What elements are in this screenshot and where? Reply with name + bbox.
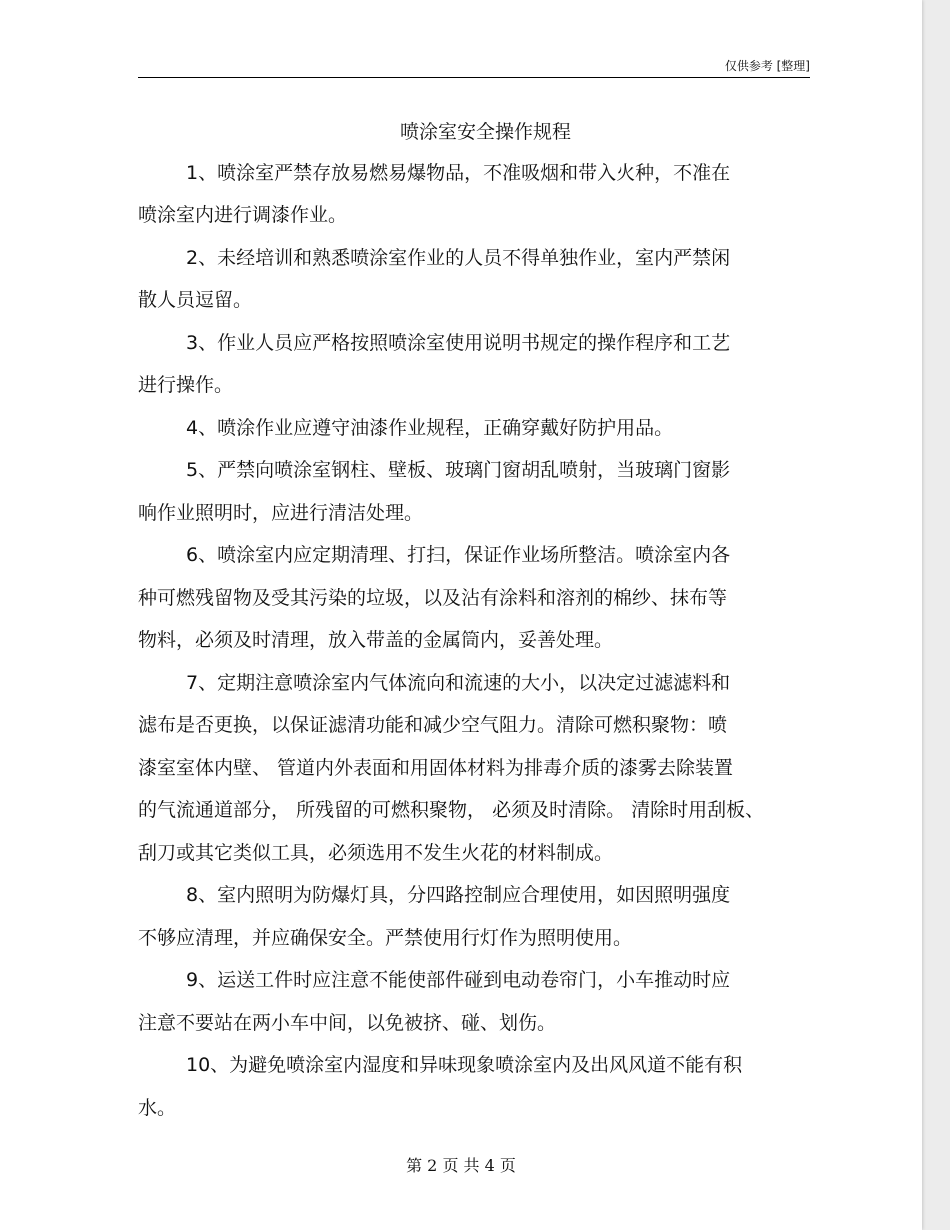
document-title: 喷涂室安全操作规程 [399,121,571,143]
header-note: 仅供参考 [整理] [724,59,810,73]
paragraph-line: 1、喷涂室严禁存放易燃易爆物品，不准吸烟和带入火种，不准在 [186,162,731,184]
paragraph-line: 滤布是否更换，以保证滤清功能和减少空气阻力。清除可燃积聚物：喷 [138,714,728,736]
header-divider [138,77,810,78]
paragraph-line: 4、喷涂作业应遵守油漆作业规程，正确穿戴好防护用品。 [186,417,674,439]
paragraph-line: 进行操作。 [138,374,234,396]
paragraph-line: 喷涂室内进行调漆作业。 [138,204,348,226]
paragraph-line: 水。 [138,1097,177,1119]
page-number: 第 2 页 共 4 页 [406,1156,516,1175]
paragraph-line: 刮刀或其它类似工具，必须选用不发生火花的材料制成。 [138,842,614,864]
paragraph-line: 8、室内照明为防爆灯具，分四路控制应合理使用，如因照明强度 [186,884,731,906]
paragraph-line: 注意不要站在两小车中间，以免被挤、碰、划伤。 [138,1012,557,1034]
paragraph-line: 5、严禁向喷涂室钢柱、壁板、玻璃门窗胡乱喷射，当玻璃门窗影 [186,459,731,481]
paragraph-line: 6、喷涂室内应定期清理、打扫，保证作业场所整洁。喷涂室内各 [186,544,731,566]
paragraph-line: 物料，必须及时清理，放入带盖的金属筒内，妥善处理。 [138,629,614,651]
paragraph-line: 7、定期注意喷涂室内气体流向和流速的大小，以决定过滤滤料和 [186,672,731,694]
paragraph-line: 2、未经培训和熟悉喷涂室作业的人员不得单独作业，室内严禁闲 [186,247,731,269]
paragraph-line: 种可燃残留物及受其污染的垃圾，以及沾有涂料和溶剂的棉纱、抹布等 [138,587,728,609]
paragraph-line: 不够应清理，并应确保安全。严禁使用行灯作为照明使用。 [138,927,633,949]
paragraph-line: 9、运送工件时应注意不能使部件碰到电动卷帘门，小车推动时应 [186,969,731,991]
paragraph-line: 10、为避免喷涂室内湿度和异味现象喷涂室内及出风风道不能有积 [186,1054,743,1076]
paragraph-line: 漆室室体内壁、 管道内外表面和用固体材料为排毒介质的漆雾去除装置 [138,757,734,779]
paragraph-line: 的气流通道部分， 所残留的可燃积聚物， 必须及时清除。 清除时用刮板、 [138,799,765,821]
paragraph-line: 散人员逗留。 [138,289,253,311]
paragraph-line: 3、作业人员应严格按照喷涂室使用说明书规定的操作程序和工艺 [186,332,731,354]
paragraph-line: 响作业照明时，应进行清洁处理。 [138,502,424,524]
